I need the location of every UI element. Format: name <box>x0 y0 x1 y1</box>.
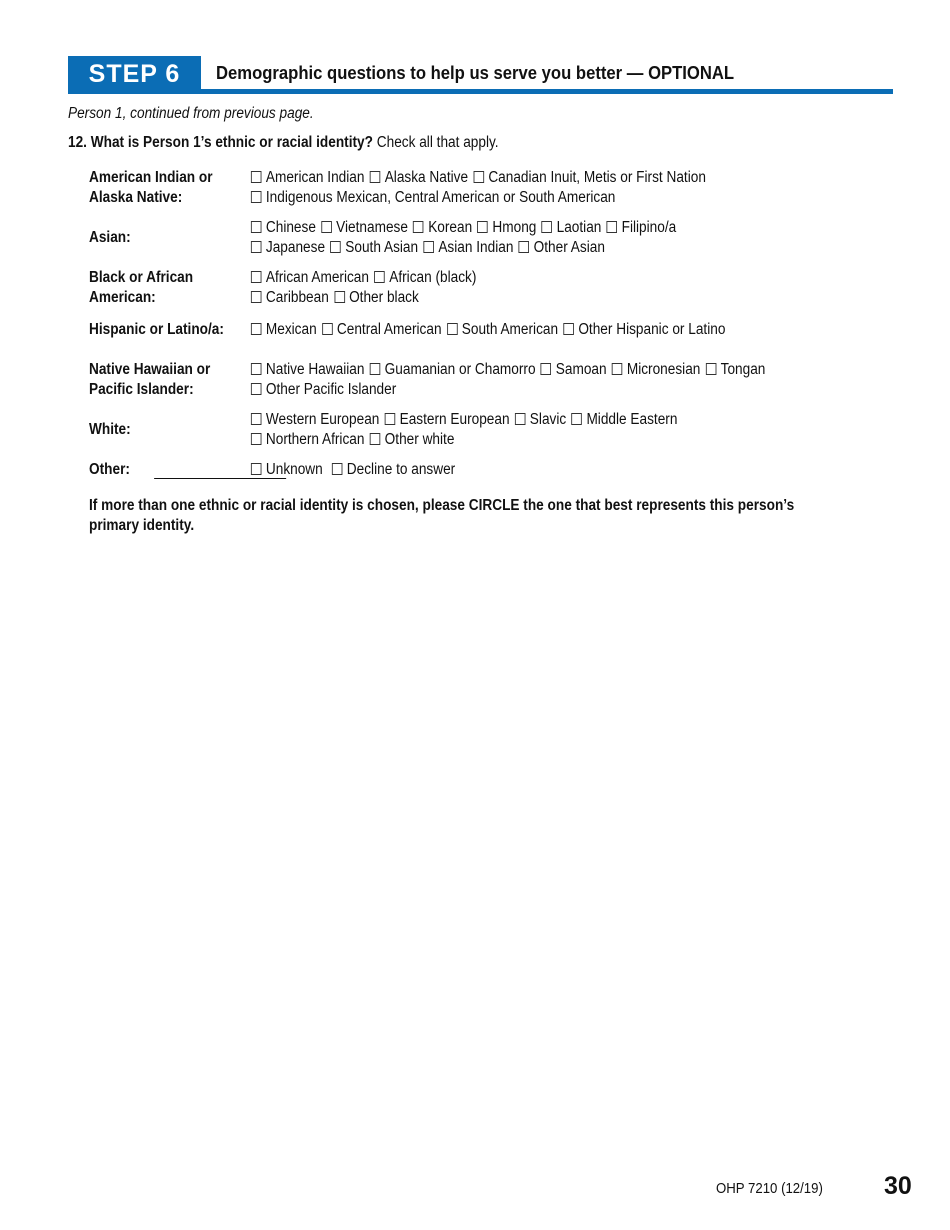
checkbox-option[interactable] <box>251 411 379 428</box>
checkbox-option[interactable] <box>251 381 396 398</box>
option-label: Vietnamese <box>336 219 408 236</box>
checkbox-option[interactable] <box>370 361 536 378</box>
checkbox-option[interactable] <box>251 239 325 256</box>
checkbox-option[interactable] <box>706 361 766 378</box>
label-line: Native Hawaiian or <box>89 361 211 378</box>
category-options <box>251 410 683 450</box>
option-label: Other Asian <box>533 239 605 256</box>
checkbox-option[interactable] <box>322 321 442 338</box>
options-line <box>251 320 731 340</box>
option-label: Other white <box>384 431 455 448</box>
header-rule <box>68 89 893 94</box>
checkbox-option[interactable] <box>423 239 513 256</box>
label-line: Asian: <box>89 229 131 246</box>
checkbox-icon[interactable] <box>251 171 262 183</box>
label-line: Hispanic or Latino/a: <box>89 321 224 338</box>
category-options <box>251 268 482 308</box>
option-label: Slavic <box>529 411 567 428</box>
options-line <box>251 360 771 380</box>
checkbox-icon[interactable] <box>332 463 343 475</box>
checkbox-icon[interactable] <box>251 363 262 375</box>
option-label: Filipino/a <box>621 219 677 236</box>
checkbox-option[interactable] <box>413 219 472 236</box>
option-label: Alaska Native <box>384 169 469 186</box>
checkbox-icon[interactable] <box>477 221 488 233</box>
question-instruction: Check all that apply. <box>376 134 499 151</box>
option-label: Samoan <box>555 361 607 378</box>
category-label <box>89 420 131 440</box>
option-label: Decline to answer <box>346 461 456 478</box>
checkbox-option[interactable] <box>251 289 329 306</box>
option-label: Micronesian <box>626 361 701 378</box>
checkbox-unknown[interactable] <box>251 461 323 478</box>
option-label: South American <box>461 321 559 338</box>
other-options <box>251 460 461 480</box>
category-label <box>89 320 224 340</box>
category-label <box>89 168 213 208</box>
checkbox-icon[interactable] <box>251 241 262 253</box>
form-code: OHP 7210 (12/19) <box>716 1180 823 1197</box>
checkbox-icon[interactable] <box>251 413 262 425</box>
checkbox-option[interactable] <box>251 189 615 206</box>
options-line <box>251 268 482 288</box>
option-label: Unknown <box>265 461 323 478</box>
question-text: 12. What is Person 1’s ethnic or racial identity? <box>68 134 373 151</box>
option-label: Japanese <box>265 239 326 256</box>
option-label: Indigenous Mexican, Central American or South American <box>265 189 616 206</box>
option-label: South Asian <box>345 239 419 256</box>
category-label <box>89 228 131 248</box>
checkbox-icon[interactable] <box>423 241 434 253</box>
label-line: Black or African <box>89 269 194 286</box>
checkbox-option[interactable] <box>447 321 558 338</box>
checkbox-icon[interactable] <box>706 363 717 375</box>
checkbox-option[interactable] <box>321 219 408 236</box>
option-label: Guamanian or Chamorro <box>384 361 536 378</box>
checkbox-icon[interactable] <box>563 323 574 335</box>
option-label: Other black <box>349 289 419 306</box>
checkbox-option[interactable] <box>251 321 317 338</box>
checkbox-option[interactable] <box>612 361 700 378</box>
option-label: Caribbean <box>265 289 329 306</box>
option-label: Korean <box>428 219 473 236</box>
option-label: Other Hispanic or Latino <box>578 321 726 338</box>
checkbox-icon[interactable] <box>374 271 385 283</box>
checkbox-icon[interactable] <box>612 363 623 375</box>
note-text: If more than one ethnic or racial identity is chosen, please CIRCLE the one that best represents this person’s primary identity. <box>89 497 795 534</box>
checkbox-icon[interactable] <box>322 323 333 335</box>
primary-identity-note <box>89 496 881 536</box>
checkbox-option[interactable] <box>251 431 365 448</box>
label-line: American: <box>89 289 156 306</box>
checkbox-option[interactable] <box>519 239 605 256</box>
category-options <box>251 218 682 258</box>
page-number: 30 <box>884 1172 912 1200</box>
checkbox-option[interactable] <box>370 431 455 448</box>
checkbox-icon[interactable] <box>334 291 345 303</box>
checkbox-icon[interactable] <box>251 221 262 233</box>
label-line: Alaska Native: <box>89 189 183 206</box>
option-label: Middle Eastern <box>586 411 678 428</box>
checkbox-icon[interactable] <box>251 433 262 445</box>
options-line <box>251 218 682 238</box>
checkbox-icon[interactable] <box>413 221 424 233</box>
label-line: Pacific Islander: <box>89 381 194 398</box>
checkbox-option[interactable] <box>330 239 418 256</box>
category-options <box>251 360 771 400</box>
checkbox-icon[interactable] <box>385 413 396 425</box>
checkbox-option[interactable] <box>473 169 706 186</box>
option-label: Western European <box>265 411 380 428</box>
options-line <box>251 238 682 258</box>
question-12 <box>68 134 499 152</box>
checkbox-icon[interactable] <box>251 323 262 335</box>
option-label: Northern African <box>265 431 365 448</box>
checkbox-icon[interactable] <box>251 463 262 475</box>
options-line <box>251 430 683 450</box>
option-label: American Indian <box>265 169 365 186</box>
checkbox-icon[interactable] <box>519 241 530 253</box>
checkbox-icon[interactable] <box>251 383 262 395</box>
checkbox-option[interactable] <box>571 411 677 428</box>
checkbox-icon[interactable] <box>447 323 458 335</box>
checkbox-option[interactable] <box>385 411 510 428</box>
options-line <box>251 188 711 208</box>
option-label: Asian Indian <box>438 239 514 256</box>
label-line: White: <box>89 421 131 438</box>
option-label: African (black) <box>389 269 477 286</box>
checkbox-icon[interactable] <box>370 433 381 445</box>
category-label <box>89 268 193 308</box>
option-label: Hmong <box>492 219 537 236</box>
checkbox-icon[interactable] <box>321 221 332 233</box>
options-line <box>251 168 711 188</box>
checkbox-option[interactable] <box>563 321 725 338</box>
category-label <box>89 360 210 400</box>
step-badge: STEP 6 <box>68 56 201 93</box>
option-label: Laotian <box>556 219 602 236</box>
checkbox-icon[interactable] <box>541 363 552 375</box>
category-options <box>251 168 711 208</box>
option-label: Chinese <box>265 219 316 236</box>
label-line: American Indian or <box>89 169 213 186</box>
options-line <box>251 410 683 430</box>
checkbox-icon[interactable] <box>607 221 618 233</box>
option-label: Other Pacific Islander <box>265 381 397 398</box>
checkbox-option[interactable] <box>251 269 369 286</box>
intro-text: Person 1, continued from previous page. <box>68 105 314 122</box>
checkbox-option[interactable] <box>370 169 468 186</box>
section-title: Demographic questions to help us serve you better — OPTIONAL <box>216 62 735 83</box>
other-label: Other: <box>89 461 130 478</box>
checkbox-icon[interactable] <box>251 271 262 283</box>
checkbox-icon[interactable] <box>515 413 526 425</box>
checkbox-icon[interactable] <box>542 221 553 233</box>
option-label: Native Hawaiian <box>265 361 365 378</box>
checkbox-option[interactable] <box>251 219 316 236</box>
checkbox-option[interactable] <box>477 219 536 236</box>
checkbox-option[interactable] <box>542 219 602 236</box>
checkbox-icon[interactable] <box>251 191 262 203</box>
checkbox-icon[interactable] <box>571 413 582 425</box>
option-label: Tongan <box>720 361 766 378</box>
checkbox-option[interactable] <box>541 361 607 378</box>
category-options <box>251 320 731 340</box>
checkbox-icon[interactable] <box>251 291 262 303</box>
checkbox-option[interactable] <box>334 289 419 306</box>
checkbox-icon[interactable] <box>473 171 484 183</box>
options-line <box>251 380 771 400</box>
checkbox-option[interactable] <box>251 169 365 186</box>
checkbox-option[interactable] <box>607 219 677 236</box>
checkbox-icon[interactable] <box>370 363 381 375</box>
checkbox-icon[interactable] <box>370 171 381 183</box>
checkbox-option[interactable] <box>251 361 365 378</box>
checkbox-option[interactable] <box>374 269 476 286</box>
option-label: Central American <box>336 321 442 338</box>
checkbox-option[interactable] <box>515 411 566 428</box>
option-label: Eastern European <box>399 411 510 428</box>
option-label: Canadian Inuit, Metis or First Nation <box>488 169 706 186</box>
checkbox-icon[interactable] <box>330 241 341 253</box>
options-line <box>251 288 482 308</box>
option-label: Mexican <box>265 321 317 338</box>
option-label: African American <box>265 269 369 286</box>
checkbox-decline[interactable] <box>332 461 455 478</box>
